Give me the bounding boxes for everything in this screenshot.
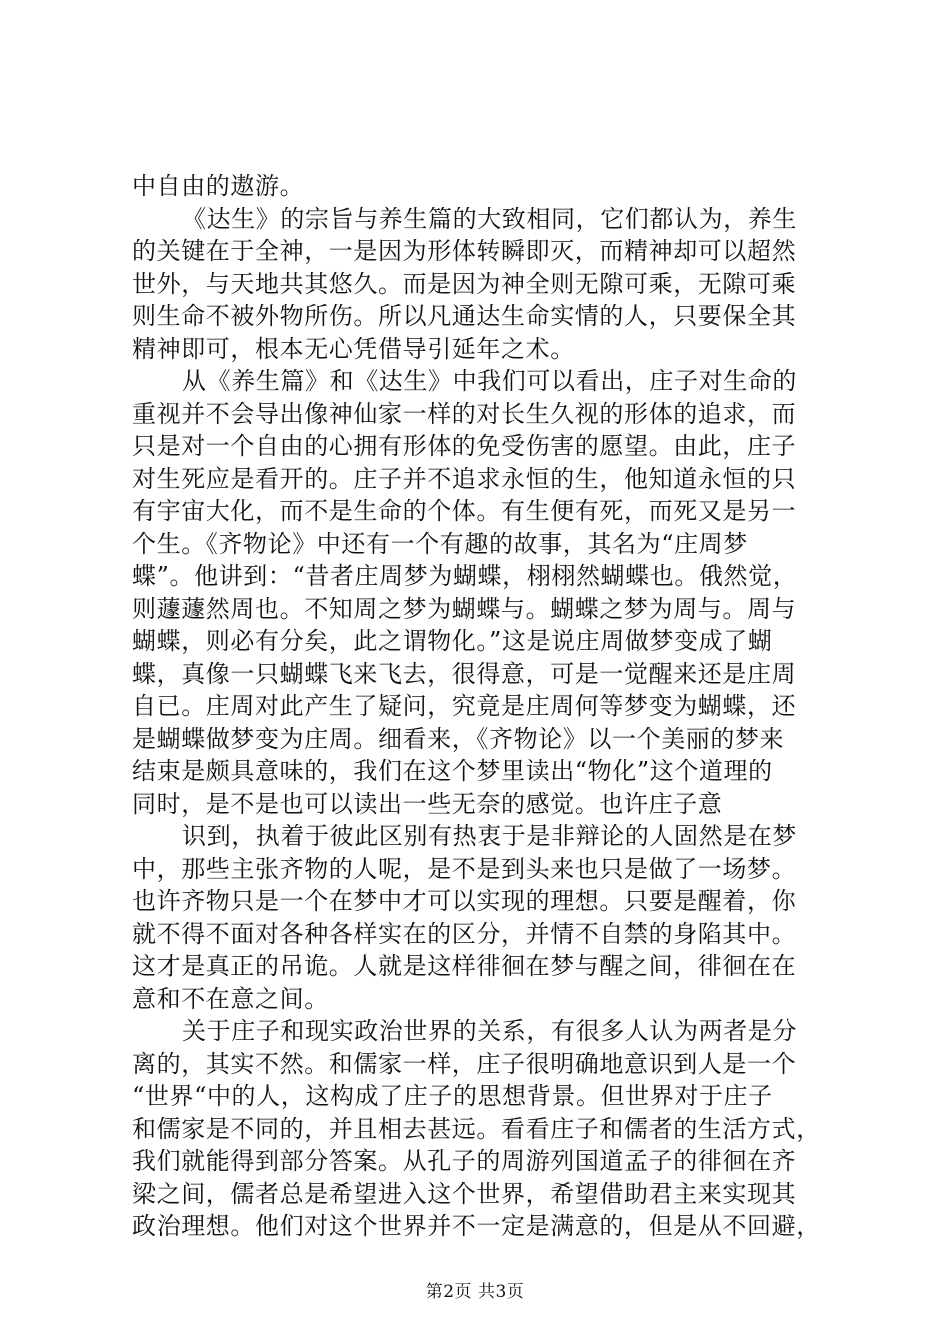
text-line: 蝶”。他讲到：“昔者庄周梦为蝴蝶，栩栩然蝴蝶也。俄然觉， — [132, 562, 798, 590]
text-line: 则蘧蘧然周也。不知周之梦为蝴蝶与。蝴蝶之梦为周与。周与 — [132, 594, 797, 623]
body-text — [132, 170, 832, 1243]
text-line: 中，那些主张齐物的人呢，是不是到头来也只是做了一场梦。 — [132, 854, 797, 883]
text-line: 的关键在于全神，一是因为形体转瞬即灭，而精神却可以超然 — [132, 237, 797, 265]
paragraph-first-line: 关于庄子和现实政治世界的关系，有很多人认为两者是分 — [182, 1017, 797, 1045]
text-line: 是蝴蝶做梦变为庄周。细看来，《齐物论》以一个美丽的梦来 — [132, 724, 785, 753]
paragraph-first-line: 从《养生篇》和《达生》中我们可以看出，庄子对生命的 — [182, 367, 797, 395]
text-line: 结束是颇具意味的，我们在这个梦里读出“物化”这个道理的 — [132, 757, 773, 785]
text-line: 有宇宙大化，而不是生命的个体。有生便有死，而死又是另一 — [132, 497, 797, 525]
text-line: 这才是真正的吊诡。人就是这样徘徊在梦与醒之间，徘徊在在 — [132, 952, 797, 980]
text-line: 蝴蝶，则必有分矣，此之谓物化。”这是说庄周做梦变成了蝴 — [132, 627, 773, 655]
text-line: 梁之间，儒者总是希望进入这个世界，希望借助君主来实现其 — [132, 1179, 797, 1208]
text-line: 意和不在意之间。 — [132, 984, 329, 1013]
text-line: 则生命不被外物所伤。所以凡通达生命实情的人，只要保全其 — [132, 302, 797, 330]
text-line: 精神即可，根本无心凭借导引延年之术。 — [132, 334, 575, 363]
text-line: 我们就能得到部分答案。从孔子的周游列国道孟子的徘徊在齐 — [132, 1147, 797, 1175]
paragraph-first-line: 识到，执着于彼此区别有热衷于是非辩论的人固然是在梦 — [182, 822, 797, 850]
text-line: 自已。庄周对此产生了疑问，究竟是庄周何等梦变为蝴蝶，还 — [132, 692, 797, 720]
text-line: 和儒家是不同的，并且相去甚远。看看庄子和儒者的生活方式， — [132, 1114, 821, 1143]
text-line: 同时，是不是也可以读出一些无奈的感觉。也许庄子意 — [132, 789, 723, 818]
text-line: 也许齐物只是一个在梦中才可以实现的理想。只要是醒着，你 — [132, 887, 797, 915]
text-line: 就不得不面对各种各样实在的区分，并情不自禁的身陷其中。 — [132, 919, 797, 948]
paragraph-first-line: 《达生》的宗旨与养生篇的大致相同，它们都认为，养生 — [182, 204, 797, 233]
text-line: 政治理想。他们对这个世界并不一定是满意的，但是从不回避， — [132, 1212, 821, 1240]
text-line: 个生。《齐物论》中还有一个有趣的故事，其名为“庄周梦 — [132, 529, 748, 558]
text-line: 中自由的遨游。 — [132, 172, 305, 200]
text-line: 对生死应是看开的。庄子并不追求永恒的生，他知道永恒的只 — [132, 464, 797, 493]
page-footer: 第2页 共3页 — [425, 1282, 525, 1302]
text-line: “世界“中的人，这构成了庄子的思想背景。但世界对于庄子 — [132, 1082, 773, 1110]
text-line: 蝶，真像一只蝴蝶飞来飞去，很得意，可是一觉醒来还是庄周 — [132, 659, 797, 688]
text-line: 只是对一个自由的心拥有形体的免受伤害的愿望。由此，庄子 — [132, 432, 797, 460]
text-line: 世外，与天地共其悠久。而是因为神全则无隙可乘，无隙可乘 — [132, 269, 797, 298]
text-line: 重视并不会导出像神仙家一样的对长生久视的形体的追求，而 — [132, 399, 797, 428]
text-line: 离的，其实不然。和儒家一样，庄子很明确地意识到人是一个 — [132, 1049, 797, 1078]
